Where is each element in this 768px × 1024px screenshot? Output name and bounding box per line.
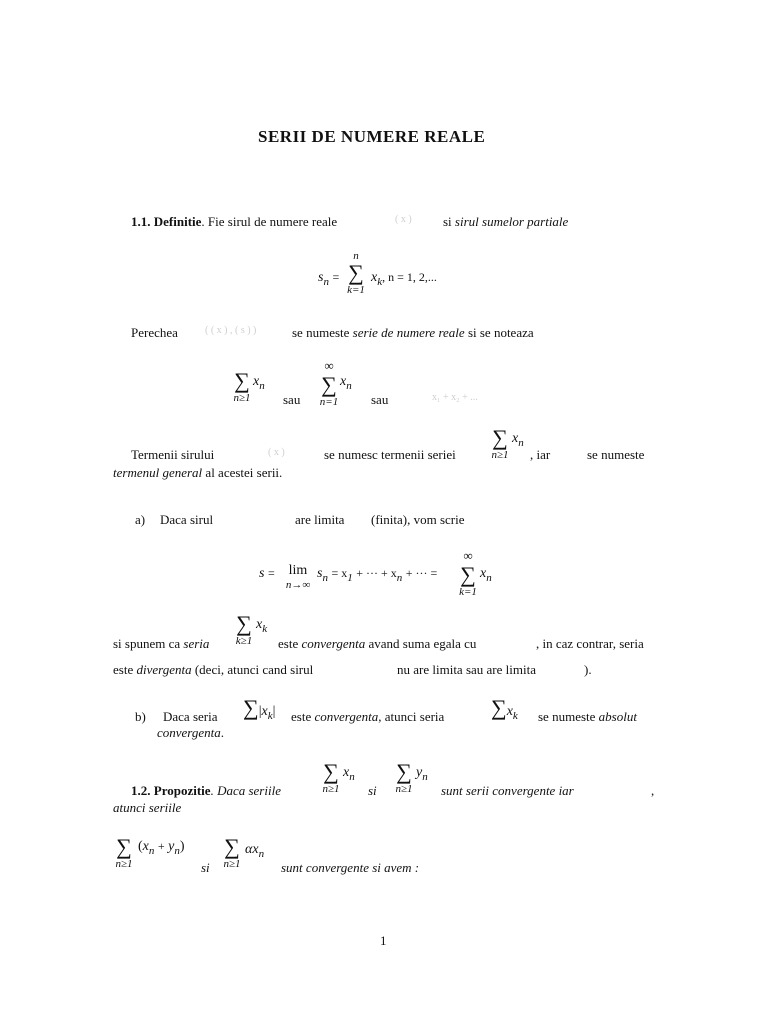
prop-comma: , (651, 783, 655, 798)
item-b-mid: este convergenta, atunci seria (291, 709, 445, 724)
hidden-notation-placeholder: x₁ + x₂ + ... (432, 392, 478, 403)
definition-text-1: . Fie sirul de numere reale (201, 214, 338, 229)
abs-sum-expression: $\sum|x_k|$ (243, 695, 276, 722)
sum-symbol-convergence: ∑ k≥1 (235, 611, 253, 647)
pair-text-1: Perechea (131, 325, 178, 340)
sum-symbol-def: n ∑ k=1 (347, 250, 365, 296)
sum-symbol-prop-2: ∑ n≥1 (395, 759, 413, 795)
divergence-line-mid: nu are limita sau are limita (397, 662, 536, 677)
item-b-line-2: convergenta. (157, 725, 225, 740)
terms-term: termenul general (113, 465, 203, 480)
sum-symbol-limit: ∞ ∑ k=1 (459, 548, 477, 598)
formula-rhs: $x_k$, n = 1, 2,... (371, 270, 437, 288)
terms-line-2: termenul general al acestei serii. (113, 465, 283, 480)
definition-line-tail (443, 214, 568, 230)
terms-text-4: se numeste (587, 447, 645, 462)
terms-sum-term: $x_n$ (512, 431, 524, 449)
sau-2: sau (371, 392, 389, 407)
item-b-text-1: Daca seria (163, 709, 218, 724)
convergence-line: si spunem ca seria (113, 636, 210, 651)
convergence-line-tail: , in caz contrar, seria (536, 636, 644, 651)
prop-sum-b-term: $\alpha x_n$ (245, 842, 265, 860)
definition-text-2: si (443, 214, 452, 229)
divergence-line-tail: ). (584, 662, 592, 677)
limit-formula-rhs: $s_n = x_1$ + ··· + $x_n$ + ··· = (317, 566, 438, 584)
hidden-formula-placeholder: ( x ) (395, 214, 412, 225)
proposition-line: 1.2. Propozitie. Daca seriile (131, 783, 281, 798)
page-title: SERII DE NUMERE REALE (258, 127, 486, 146)
definition-label: 1.1. Definitie (131, 214, 202, 229)
item-a-text-3: (finita), vom scrie (371, 512, 465, 527)
sum-symbol-terms: ∑ n≥1 (491, 425, 509, 461)
item-a-marker: a) (135, 512, 146, 527)
prop-si-2: si (201, 860, 210, 875)
item-a-text-2: are limita (295, 512, 345, 527)
prop-sum-a-term: $(x_n + y_n)$ (138, 839, 185, 857)
convergence-sum-term: $x_k$ (256, 617, 268, 635)
sum-symbol-notation-1: ∑ n≥1 (233, 368, 251, 404)
sum-symbol-notation-2: ∞ ∑ n=1 (319, 358, 339, 408)
sum-symbol-prop-b: ∑ n≥1 (223, 834, 241, 870)
prop-sum-1-term: $x_n$ (343, 765, 355, 783)
prop-text-3: atunci seriile (113, 800, 182, 815)
proposition-label: 1.2. Propozitie (131, 783, 211, 798)
prop-sum-2-term: $y_n$ (416, 765, 428, 783)
sau-1: sau (283, 392, 301, 407)
item-b-marker: b) (135, 709, 146, 724)
terms-text-1: Termenii sirului (131, 447, 215, 462)
pair-term: serie de numere reale (352, 325, 465, 340)
hidden-terms-placeholder: ( x ) (268, 447, 285, 458)
pair-line-tail: se numeste serie de numere reale si se noteaza (292, 325, 534, 340)
prop-text-4: sunt convergente si avem : (281, 860, 420, 875)
sum-symbol-prop-1: ∑ n≥1 (322, 759, 340, 795)
sum-symbol-prop-a: ∑ n≥1 (115, 834, 133, 870)
partial-sum-formula: $s_n$ = (318, 270, 340, 288)
item-a-text-1: Daca sirul (160, 512, 214, 527)
convergence-line-mid: este convergenta avand suma egala cu (278, 636, 477, 651)
limit-formula-lhs: s = (259, 566, 275, 581)
prop-text-2: sunt serii convergente iar (441, 783, 574, 798)
formula-lhs: s (318, 270, 324, 285)
terms-text-2: se numesc termenii seriei (324, 447, 456, 462)
limit-operator: lim n→∞ (285, 563, 311, 591)
definition-line (131, 214, 337, 230)
sum-expression-b: $\sum x_k$ (491, 695, 518, 722)
notation-1-term: $x_n$ (253, 374, 265, 392)
prop-si: si (368, 783, 377, 798)
divergence-line: este divergenta (deci, atunci cand sirul (113, 662, 314, 677)
hidden-pair-placeholder: ( ( x ) , ( s ) ) (205, 325, 257, 336)
limit-sum-term: $x_n$ (480, 566, 492, 584)
terms-text-3: , iar (530, 447, 551, 462)
definition-term: sirul sumelor partiale (454, 214, 569, 229)
notation-2-term: $x_n$ (340, 374, 352, 392)
page-number: 1 (380, 933, 387, 948)
item-b-tail: se numeste absolut (538, 709, 637, 724)
